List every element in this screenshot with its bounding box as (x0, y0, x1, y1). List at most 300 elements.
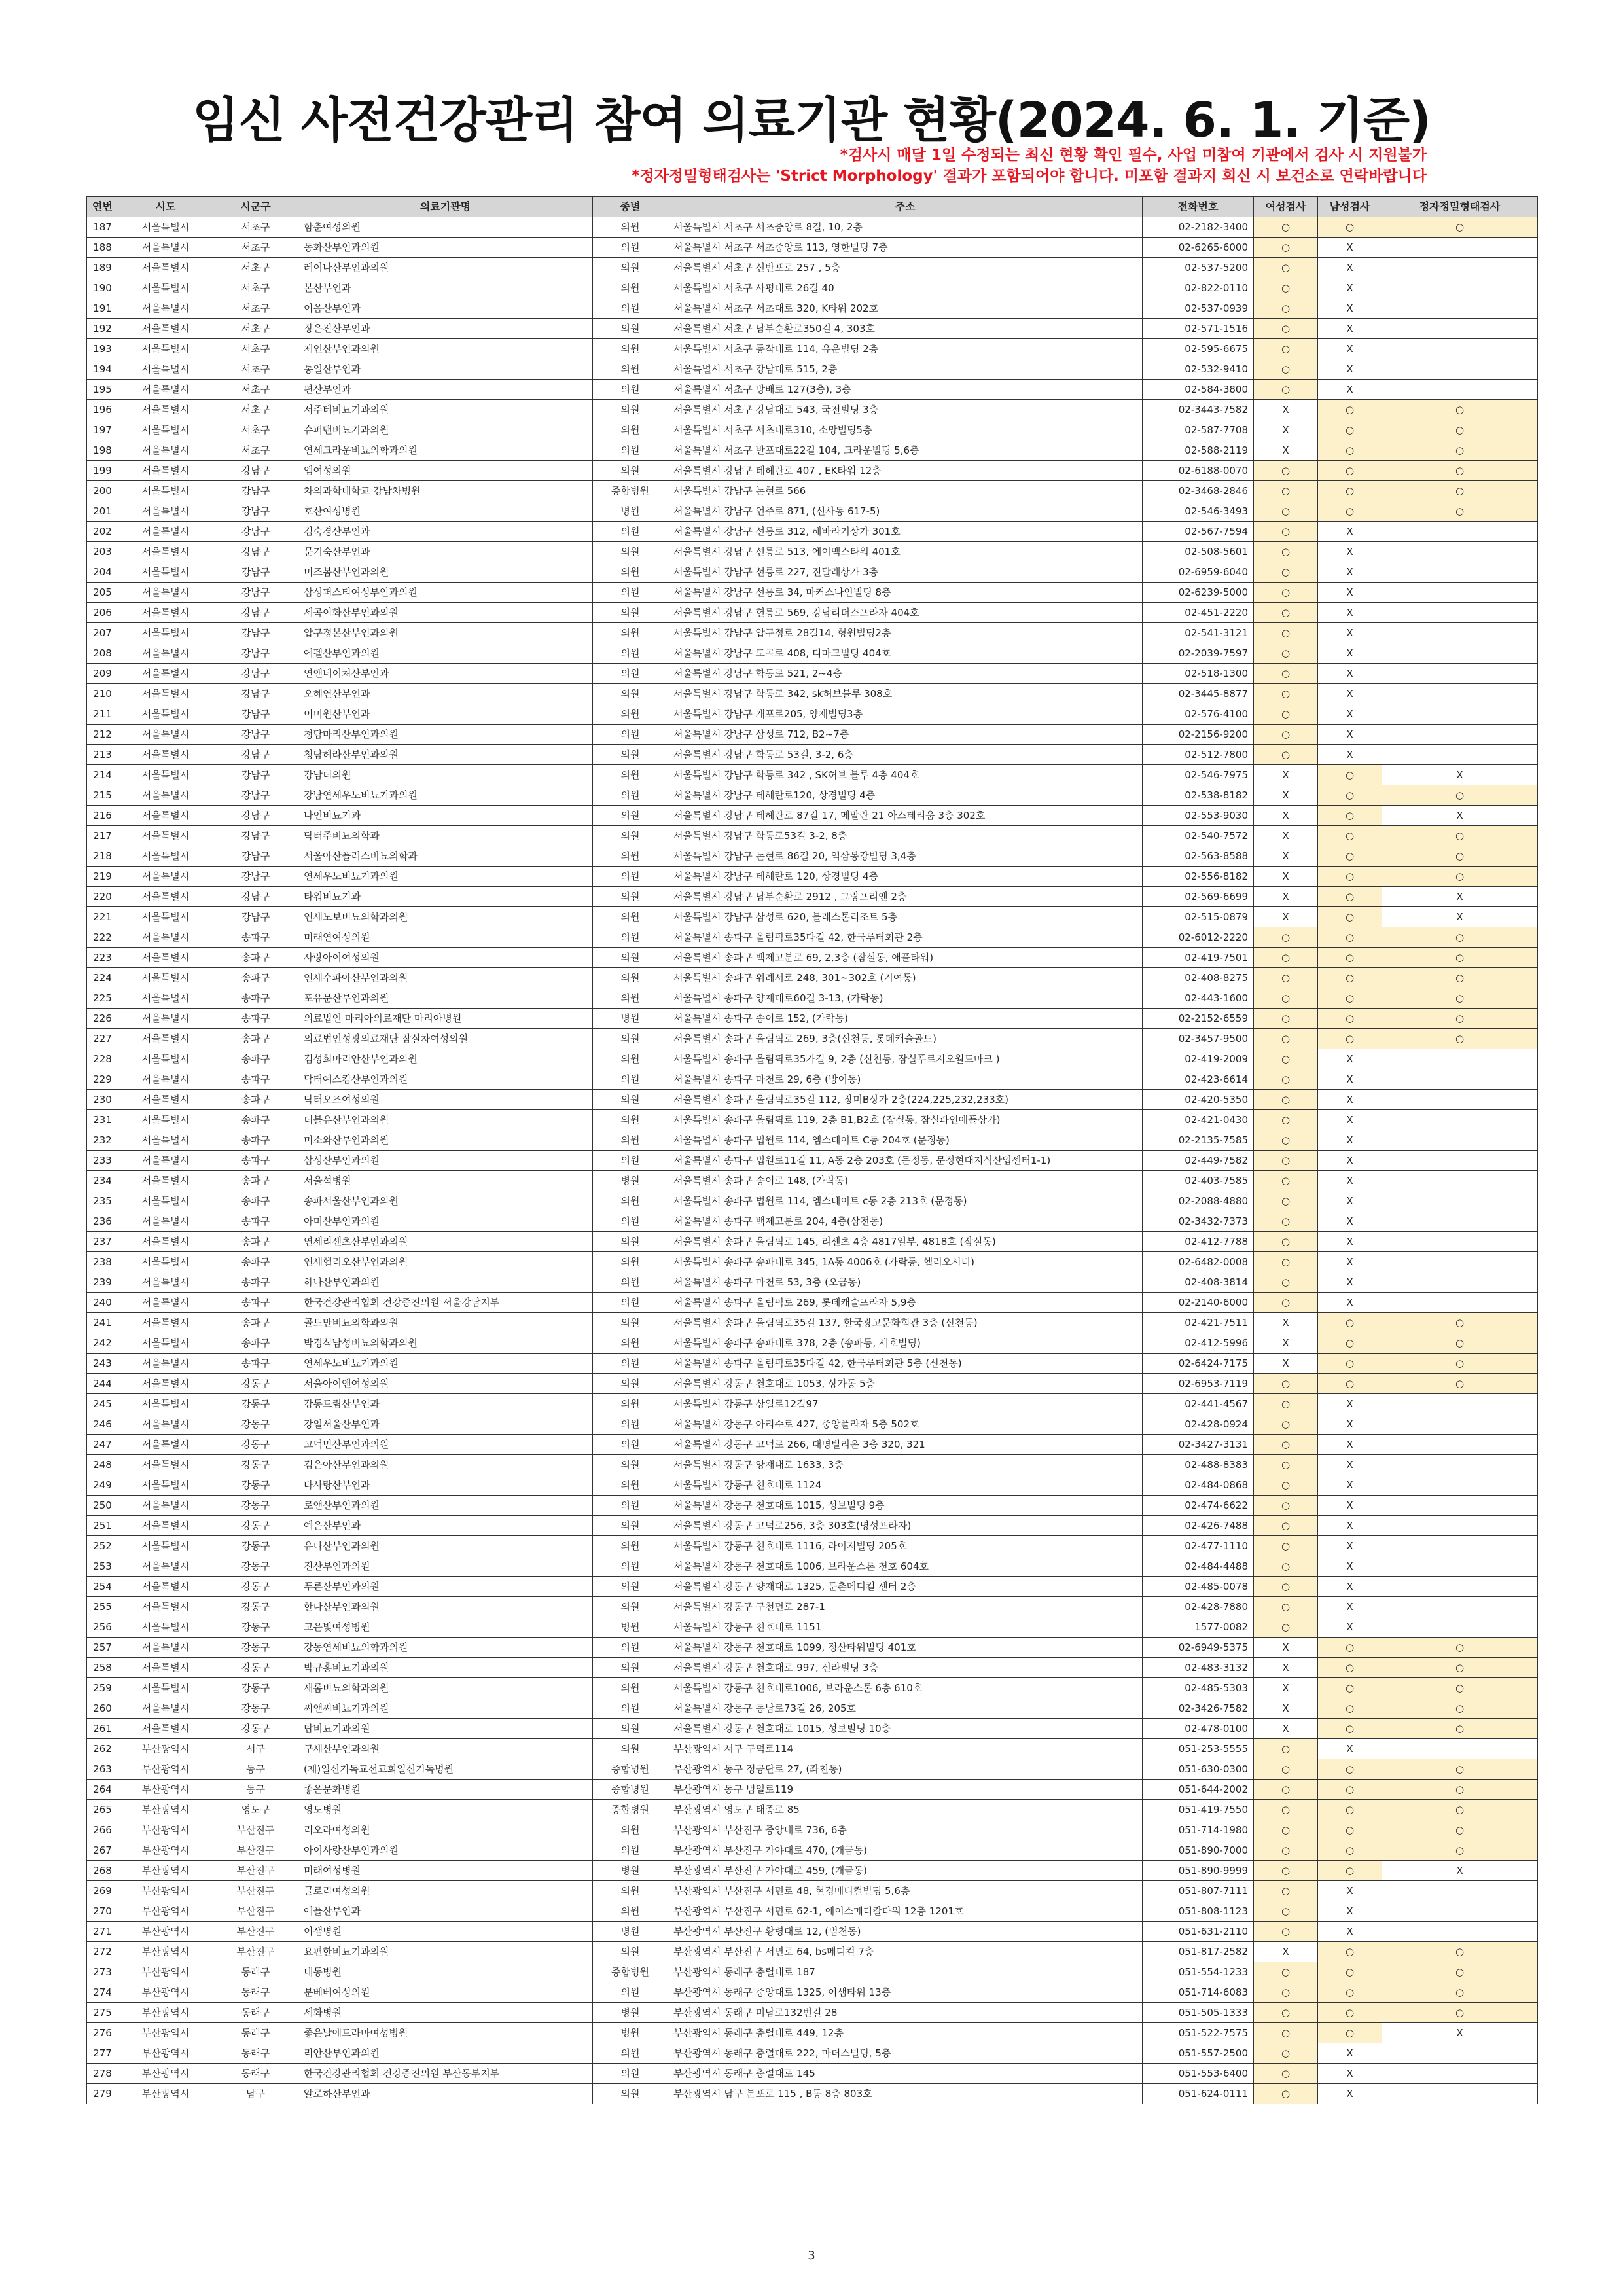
cell-sigungu: 강동구 (213, 1374, 298, 1394)
cell-phone: 02-595-6675 (1143, 339, 1254, 359)
cell-institution: 로앤산부인과의원 (298, 1496, 593, 1516)
table-row (87, 1110, 1538, 1130)
cell-phone: 051-631-2110 (1143, 1922, 1254, 1942)
cell-female-test: X (1254, 867, 1318, 887)
cell-institution: 김은아산부인과의원 (298, 1455, 593, 1475)
cell-institution: 본산부인과 (298, 278, 593, 298)
cell-female-test: X (1254, 826, 1318, 846)
cell-no: 224 (87, 968, 118, 988)
cell-no: 200 (87, 481, 118, 501)
cell-institution: 이음산부인과 (298, 298, 593, 319)
cell-institution: 의료법인 마리아의료재단 마리아병원 (298, 1009, 593, 1029)
cell-type: 의원 (593, 1049, 668, 1069)
table-row (87, 1252, 1538, 1272)
table-row (87, 1374, 1538, 1394)
cell-no: 271 (87, 1922, 118, 1942)
cell-morphology-test: ○ (1382, 1982, 1538, 2003)
cell-institution: 박규홍비뇨기과의원 (298, 1658, 593, 1678)
cell-phone: 02-553-9030 (1143, 806, 1254, 826)
col-header-no: 연번 (87, 197, 118, 217)
cell-type: 병원 (593, 1009, 668, 1029)
cell-female-test: ○ (1254, 1069, 1318, 1090)
cell-sido: 서울특별시 (118, 1009, 213, 1029)
cell-phone: 02-419-2009 (1143, 1049, 1254, 1069)
cell-sigungu: 강남구 (213, 887, 298, 907)
cell-address: 서울특별시 강남구 삼성로 620, 블래스톤리조트 5층 (668, 907, 1143, 927)
cell-institution: 통일산부인과 (298, 359, 593, 380)
cell-female-test: X (1254, 1698, 1318, 1719)
cell-address: 부산광역시 부산진구 서면로 62-1, 에이스메티칼타워 12층 1201호 (668, 1901, 1143, 1922)
table-row (87, 1719, 1538, 1739)
cell-morphology-test: X (1382, 887, 1538, 907)
cell-type: 의원 (593, 988, 668, 1009)
cell-morphology-test (1382, 1475, 1538, 1496)
cell-sigungu: 강동구 (213, 1414, 298, 1435)
table-row (87, 684, 1538, 704)
cell-male-test: ○ (1318, 420, 1382, 440)
cell-type: 의원 (593, 968, 668, 988)
cell-sido: 서울특별시 (118, 298, 213, 319)
cell-type: 의원 (593, 1719, 668, 1739)
cell-institution: 유나산부인과의원 (298, 1536, 593, 1556)
table-row (87, 1861, 1538, 1881)
table-row (87, 542, 1538, 562)
cell-sido: 서울특별시 (118, 1049, 213, 1069)
cell-institution: 더블유산부인과의원 (298, 1110, 593, 1130)
cell-female-test: ○ (1254, 2023, 1318, 2043)
cell-morphology-test (1382, 1151, 1538, 1171)
cell-phone: 051-624-0111 (1143, 2084, 1254, 2104)
cell-address: 서울특별시 서초구 서초대로310, 소망빌딩5층 (668, 420, 1143, 440)
cell-male-test: X (1318, 1110, 1382, 1130)
cell-sigungu: 동래구 (213, 1982, 298, 2003)
cell-phone: 02-420-5350 (1143, 1090, 1254, 1110)
cell-sido: 서울특별시 (118, 927, 213, 948)
cell-phone: 02-587-7708 (1143, 420, 1254, 440)
table-row (87, 501, 1538, 522)
table-row (87, 1516, 1538, 1536)
cell-phone: 02-6949-5375 (1143, 1638, 1254, 1658)
cell-institution: 진산부인과의원 (298, 1556, 593, 1577)
cell-sido: 서울특별시 (118, 339, 213, 359)
cell-female-test: ○ (1254, 2084, 1318, 2104)
cell-institution: 동화산부인과의원 (298, 238, 593, 258)
table-row (87, 319, 1538, 339)
cell-sigungu: 강동구 (213, 1516, 298, 1536)
cell-sigungu: 서초구 (213, 298, 298, 319)
cell-phone: 051-553-6400 (1143, 2064, 1254, 2084)
cell-sido: 부산광역시 (118, 1800, 213, 1820)
cell-male-test: ○ (1318, 2003, 1382, 2023)
cell-female-test: ○ (1254, 1191, 1318, 1211)
cell-sido: 서울특별시 (118, 765, 213, 785)
cell-male-test: ○ (1318, 765, 1382, 785)
cell-institution: 삼성퍼스티여성부인과의원 (298, 583, 593, 603)
cell-sigungu: 송파구 (213, 1354, 298, 1374)
cell-type: 의원 (593, 1414, 668, 1435)
cell-female-test: ○ (1254, 1130, 1318, 1151)
cell-type: 의원 (593, 1577, 668, 1597)
table-row (87, 2043, 1538, 2064)
cell-no: 226 (87, 1009, 118, 1029)
cell-phone: 02-2182-3400 (1143, 217, 1254, 238)
cell-type: 의원 (593, 1496, 668, 1516)
cell-no: 188 (87, 238, 118, 258)
cell-male-test: X (1318, 522, 1382, 542)
cell-sido: 부산광역시 (118, 1982, 213, 2003)
cell-sigungu: 송파구 (213, 1232, 298, 1252)
cell-female-test: ○ (1254, 603, 1318, 623)
cell-morphology-test (1382, 1049, 1538, 1069)
cell-male-test: ○ (1318, 1638, 1382, 1658)
cell-phone: 051-807-7111 (1143, 1881, 1254, 1901)
cell-sido: 서울특별시 (118, 1293, 213, 1313)
cell-male-test: X (1318, 745, 1382, 765)
cell-male-test: X (1318, 1049, 1382, 1069)
cell-sido: 서울특별시 (118, 1333, 213, 1354)
table-row (87, 1435, 1538, 1455)
cell-female-test: ○ (1254, 461, 1318, 481)
cell-institution: 박경식남성비뇨의학과의원 (298, 1333, 593, 1354)
table-row (87, 1820, 1538, 1840)
table-row (87, 1658, 1538, 1678)
cell-sido: 서울특별시 (118, 1577, 213, 1597)
table-row (87, 1211, 1538, 1232)
cell-type: 의원 (593, 1658, 668, 1678)
cell-phone: 02-428-7880 (1143, 1597, 1254, 1617)
cell-type: 의원 (593, 2043, 668, 2064)
cell-address: 서울특별시 서초구 강남대로 515, 2층 (668, 359, 1143, 380)
cell-female-test: ○ (1254, 1090, 1318, 1110)
cell-institution: 에펠산부인과의원 (298, 643, 593, 664)
cell-morphology-test (1382, 1272, 1538, 1293)
cell-sigungu: 송파구 (213, 948, 298, 968)
cell-no: 242 (87, 1333, 118, 1354)
cell-female-test: X (1254, 907, 1318, 927)
cell-morphology-test (1382, 1232, 1538, 1252)
cell-address: 부산광역시 동래구 충렬대로 187 (668, 1962, 1143, 1982)
cell-female-test: ○ (1254, 562, 1318, 583)
table-row (87, 1597, 1538, 1617)
cell-no: 211 (87, 704, 118, 725)
cell-male-test: X (1318, 684, 1382, 704)
cell-address: 부산광역시 부산진구 서면로 48, 현경메디컬빌딩 5,6층 (668, 1881, 1143, 1901)
cell-institution: 삼성산부인과의원 (298, 1151, 593, 1171)
cell-no: 195 (87, 380, 118, 400)
cell-institution: 고덕민산부인과의원 (298, 1435, 593, 1455)
cell-male-test: X (1318, 1211, 1382, 1232)
cell-sigungu: 강동구 (213, 1658, 298, 1678)
cell-institution: 닥터오즈여성의원 (298, 1090, 593, 1110)
cell-sigungu: 강남구 (213, 907, 298, 927)
cell-institution: 송파서울산부인과의원 (298, 1191, 593, 1211)
cell-phone: 02-421-7511 (1143, 1313, 1254, 1333)
cell-no: 254 (87, 1577, 118, 1597)
cell-sido: 부산광역시 (118, 2064, 213, 2084)
cell-no: 189 (87, 258, 118, 278)
cell-male-test: X (1318, 1191, 1382, 1211)
cell-type: 의원 (593, 643, 668, 664)
cell-sigungu: 서초구 (213, 217, 298, 238)
cell-institution: 차의과학대학교 강남차병원 (298, 481, 593, 501)
cell-sigungu: 강동구 (213, 1556, 298, 1577)
cell-sigungu: 강동구 (213, 1536, 298, 1556)
cell-institution: 이미원산부인과 (298, 704, 593, 725)
cell-sigungu: 서초구 (213, 319, 298, 339)
cell-type: 의원 (593, 867, 668, 887)
cell-institution: 서울석병원 (298, 1171, 593, 1191)
cell-morphology-test (1382, 359, 1538, 380)
col-header-male-test: 남성검사 (1318, 197, 1382, 217)
cell-no: 276 (87, 2023, 118, 2043)
cell-female-test: ○ (1254, 1820, 1318, 1840)
cell-morphology-test: ○ (1382, 927, 1538, 948)
cell-phone: 02-822-0110 (1143, 278, 1254, 298)
cell-morphology-test (1382, 725, 1538, 745)
cell-type: 의원 (593, 1678, 668, 1698)
cell-sigungu: 부산진구 (213, 1840, 298, 1861)
table-row (87, 481, 1538, 501)
cell-address: 서울특별시 강동구 천호대로 1116, 라이저빌딩 205호 (668, 1536, 1143, 1556)
cell-morphology-test (1382, 1496, 1538, 1516)
cell-no: 199 (87, 461, 118, 481)
cell-address: 서울특별시 강남구 헌릉로 569, 강남리더스프라자 404호 (668, 603, 1143, 623)
cell-phone: 02-2156-9200 (1143, 725, 1254, 745)
cell-male-test: X (1318, 542, 1382, 562)
cell-sido: 서울특별시 (118, 1678, 213, 1698)
cell-no: 217 (87, 826, 118, 846)
cell-address: 서울특별시 강동구 천호대로 997, 신라빌딩 3층 (668, 1658, 1143, 1678)
cell-sido: 부산광역시 (118, 1942, 213, 1962)
cell-morphology-test: ○ (1382, 1962, 1538, 1982)
cell-sigungu: 강남구 (213, 704, 298, 725)
cell-institution: 리오라여성의원 (298, 1820, 593, 1840)
cell-male-test: ○ (1318, 1719, 1382, 1739)
cell-no: 249 (87, 1475, 118, 1496)
cell-male-test: ○ (1318, 846, 1382, 867)
cell-sigungu: 강남구 (213, 806, 298, 826)
cell-address: 서울특별시 강남구 테헤란로 87길 17, 메말란 21 아스테리움 3층 302호 (668, 806, 1143, 826)
cell-sigungu: 강남구 (213, 826, 298, 846)
cell-female-test: ○ (1254, 1272, 1318, 1293)
cell-type: 의원 (593, 1536, 668, 1556)
table-row (87, 522, 1538, 542)
cell-no: 222 (87, 927, 118, 948)
cell-phone: 02-540-7572 (1143, 826, 1254, 846)
cell-type: 의원 (593, 420, 668, 440)
cell-female-test: ○ (1254, 1435, 1318, 1455)
cell-male-test: X (1318, 258, 1382, 278)
cell-type: 병원 (593, 1171, 668, 1191)
table-row (87, 907, 1538, 927)
table-row (87, 1881, 1538, 1901)
cell-address: 서울특별시 강동구 양재대로 1633, 3층 (668, 1455, 1143, 1475)
cell-sigungu: 송파구 (213, 1009, 298, 1029)
cell-female-test: ○ (1254, 1029, 1318, 1049)
cell-morphology-test (1382, 2084, 1538, 2104)
cell-female-test: ○ (1254, 1800, 1318, 1820)
cell-sido: 서울특별시 (118, 745, 213, 765)
cell-female-test: ○ (1254, 1171, 1318, 1191)
col-header-sigungu: 시군구 (213, 197, 298, 217)
cell-male-test: X (1318, 2084, 1382, 2104)
cell-sigungu: 부산진구 (213, 1901, 298, 1922)
cell-address: 서울특별시 서초구 사평대로 26길 40 (668, 278, 1143, 298)
cell-institution: 에플산부인과 (298, 1901, 593, 1922)
cell-female-test: ○ (1254, 927, 1318, 948)
cell-phone: 02-3426-7582 (1143, 1698, 1254, 1719)
cell-sigungu: 서초구 (213, 339, 298, 359)
cell-type: 종합병원 (593, 1780, 668, 1800)
cell-no: 201 (87, 501, 118, 522)
cell-no: 255 (87, 1597, 118, 1617)
cell-sigungu: 서초구 (213, 258, 298, 278)
cell-male-test: ○ (1318, 461, 1382, 481)
cell-sigungu: 강남구 (213, 522, 298, 542)
cell-address: 서울특별시 강동구 고덕로256, 3층 303호(명성프라자) (668, 1516, 1143, 1536)
cell-institution: 아이사랑산부인과의원 (298, 1840, 593, 1861)
cell-morphology-test: ○ (1382, 1658, 1538, 1678)
cell-no: 214 (87, 765, 118, 785)
cell-morphology-test: ○ (1382, 1800, 1538, 1820)
cell-sigungu: 부산진구 (213, 1922, 298, 1942)
cell-morphology-test (1382, 1394, 1538, 1414)
cell-morphology-test: ○ (1382, 785, 1538, 806)
cell-sido: 서울특별시 (118, 238, 213, 258)
cell-no: 227 (87, 1029, 118, 1049)
cell-morphology-test: ○ (1382, 1698, 1538, 1719)
cell-male-test: X (1318, 1090, 1382, 1110)
table-row (87, 725, 1538, 745)
table-row (87, 1556, 1538, 1577)
cell-phone: 02-484-0868 (1143, 1475, 1254, 1496)
cell-sigungu: 서구 (213, 1739, 298, 1759)
cell-sigungu: 송파구 (213, 1151, 298, 1171)
cell-sigungu: 서초구 (213, 380, 298, 400)
table-row (87, 1678, 1538, 1698)
cell-no: 208 (87, 643, 118, 664)
cell-institution: 아미산부인과의원 (298, 1211, 593, 1232)
col-header-sido: 시도 (118, 197, 213, 217)
cell-male-test: X (1318, 359, 1382, 380)
cell-institution: 서울아산플러스비뇨의학과 (298, 846, 593, 867)
cell-no: 187 (87, 217, 118, 238)
cell-sigungu: 송파구 (213, 1090, 298, 1110)
cell-phone: 02-474-6622 (1143, 1496, 1254, 1516)
cell-type: 의원 (593, 238, 668, 258)
cell-male-test: X (1318, 1881, 1382, 1901)
cell-morphology-test (1382, 1069, 1538, 1090)
cell-male-test: X (1318, 1232, 1382, 1252)
table-row (87, 238, 1538, 258)
col-header-female-test: 여성검사 (1254, 197, 1318, 217)
cell-address: 서울특별시 강동구 고덕로 266, 대명빌리온 3층 320, 321 (668, 1435, 1143, 1455)
cell-type: 의원 (593, 583, 668, 603)
cell-phone: 02-485-0078 (1143, 1577, 1254, 1597)
cell-morphology-test: ○ (1382, 481, 1538, 501)
cell-institution: 고은빛여성병원 (298, 1617, 593, 1638)
cell-female-test: ○ (1254, 1110, 1318, 1130)
cell-female-test: ○ (1254, 745, 1318, 765)
cell-sigungu: 송파구 (213, 1333, 298, 1354)
cell-type: 의원 (593, 258, 668, 278)
table-row (87, 643, 1538, 664)
cell-type: 의원 (593, 684, 668, 704)
cell-phone: 02-441-4567 (1143, 1394, 1254, 1414)
cell-address: 서울특별시 서초구 신반포로 257 , 5층 (668, 258, 1143, 278)
cell-phone: 02-428-0924 (1143, 1414, 1254, 1435)
cell-no: 257 (87, 1638, 118, 1658)
cell-no: 241 (87, 1313, 118, 1333)
table-row (87, 1698, 1538, 1719)
cell-institution: 세화병원 (298, 2003, 593, 2023)
cell-sigungu: 동래구 (213, 1962, 298, 1982)
cell-address: 서울특별시 서초구 강남대로 543, 국전빌딩 3층 (668, 400, 1143, 420)
cell-female-test: X (1254, 1333, 1318, 1354)
cell-sido: 서울특별시 (118, 664, 213, 684)
table-row (87, 1272, 1538, 1293)
cell-phone: 02-3443-7582 (1143, 400, 1254, 420)
cell-type: 의원 (593, 1130, 668, 1151)
cell-no: 268 (87, 1861, 118, 1881)
cell-institution: (재)일신기독교선교회일신기독병원 (298, 1759, 593, 1780)
cell-phone: 02-546-7975 (1143, 765, 1254, 785)
cell-male-test: X (1318, 1496, 1382, 1516)
cell-morphology-test (1382, 643, 1538, 664)
cell-address: 부산광역시 서구 구덕로114 (668, 1739, 1143, 1759)
cell-address: 서울특별시 송파구 위례서로 248, 301~302호 (거여동) (668, 968, 1143, 988)
cell-sigungu: 강동구 (213, 1597, 298, 1617)
cell-sigungu: 송파구 (213, 1049, 298, 1069)
cell-phone: 02-532-9410 (1143, 359, 1254, 380)
cell-no: 232 (87, 1130, 118, 1151)
cell-morphology-test: ○ (1382, 846, 1538, 867)
cell-sido: 서울특별시 (118, 1698, 213, 1719)
cell-phone: 02-3432-7373 (1143, 1211, 1254, 1232)
cell-sido: 서울특별시 (118, 907, 213, 927)
cell-female-test: ○ (1254, 278, 1318, 298)
cell-no: 266 (87, 1820, 118, 1840)
cell-male-test: X (1318, 1414, 1382, 1435)
cell-morphology-test: ○ (1382, 217, 1538, 238)
cell-sido: 서울특별시 (118, 1232, 213, 1252)
cell-phone: 1577-0082 (1143, 1617, 1254, 1638)
cell-female-test: X (1254, 1719, 1318, 1739)
cell-sido: 부산광역시 (118, 1922, 213, 1942)
cell-female-test: ○ (1254, 1232, 1318, 1252)
cell-sigungu: 동래구 (213, 2023, 298, 2043)
cell-no: 219 (87, 867, 118, 887)
cell-address: 서울특별시 송파구 법원로 114, 엠스테이트 C동 204호 (문정동) (668, 1130, 1143, 1151)
cell-no: 207 (87, 623, 118, 643)
cell-morphology-test: ○ (1382, 1009, 1538, 1029)
cell-female-test: ○ (1254, 1536, 1318, 1556)
cell-no: 273 (87, 1962, 118, 1982)
cell-phone: 02-588-2119 (1143, 440, 1254, 461)
cell-address: 서울특별시 강남구 선릉로 227, 진달래상가 3층 (668, 562, 1143, 583)
cell-sigungu: 강남구 (213, 481, 298, 501)
cell-sido: 서울특별시 (118, 1272, 213, 1293)
cell-no: 205 (87, 583, 118, 603)
cell-institution: 서울아이앤여성의원 (298, 1374, 593, 1394)
cell-female-test: ○ (1254, 217, 1318, 238)
cell-morphology-test (1382, 1211, 1538, 1232)
cell-type: 의원 (593, 1029, 668, 1049)
cell-type: 의원 (593, 1272, 668, 1293)
cell-sigungu: 강남구 (213, 643, 298, 664)
cell-male-test: ○ (1318, 1354, 1382, 1374)
cell-morphology-test: ○ (1382, 1759, 1538, 1780)
